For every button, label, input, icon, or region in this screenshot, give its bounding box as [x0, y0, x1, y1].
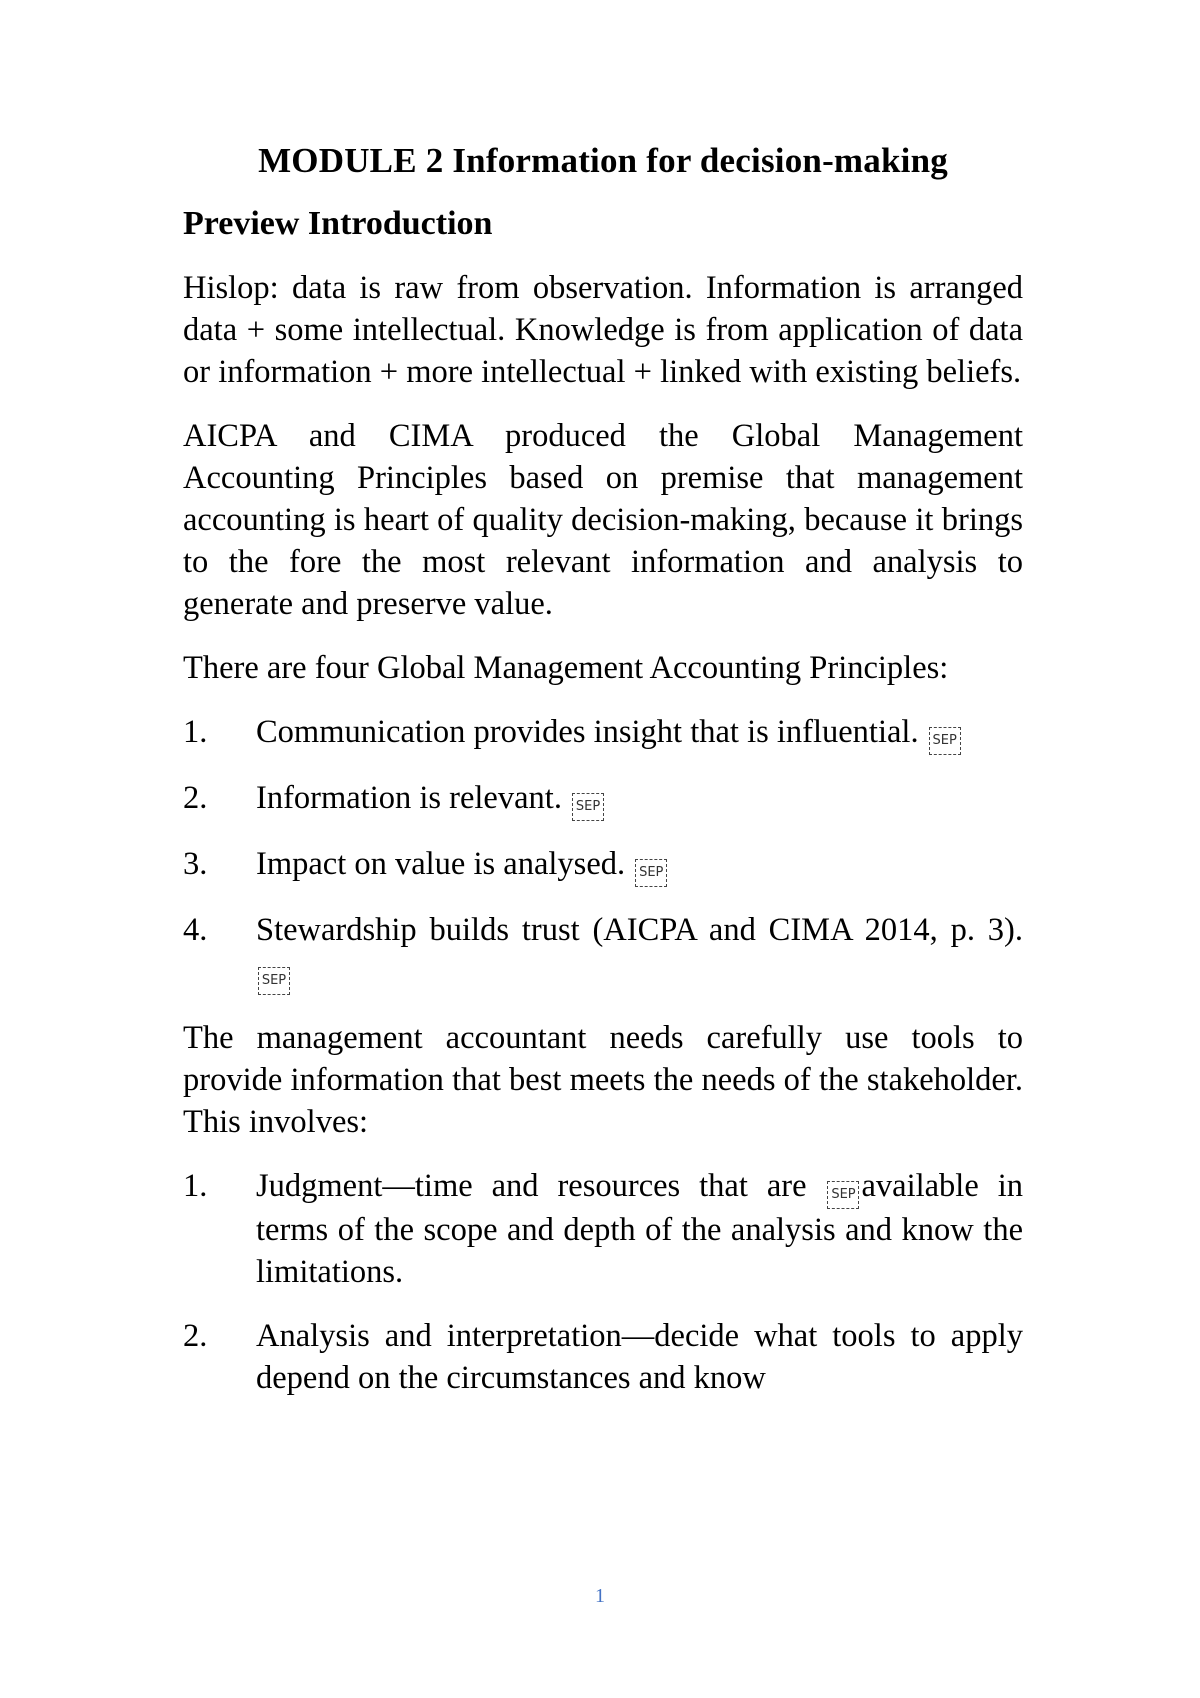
sep-glyph-icon: SEP	[572, 793, 604, 821]
list-item-number: 2.	[183, 779, 208, 816]
list-item	[183, 777, 1023, 821]
involves-list	[183, 1165, 1023, 1399]
list-item-number: 3.	[183, 845, 208, 882]
list-item-text-before: Judgment—time and resources that are	[256, 1167, 826, 1204]
list-item-number: 1.	[183, 713, 208, 750]
list-item-label: Impact on value is analysed.	[256, 845, 626, 882]
list-item	[183, 1165, 1023, 1293]
list-item-label: Information is relevant.	[256, 779, 562, 816]
list-item	[183, 843, 1023, 887]
list-item-text-after: available in terms of the scope and depth of the analysis and know the limitations.	[256, 1167, 1023, 1290]
list-item	[183, 1315, 1023, 1399]
list-item-number: 1.	[183, 1167, 208, 1204]
list-item-text	[256, 711, 1023, 755]
list-item-label: Stewardship builds trust (AICPA and CIMA 2014, p. 3).	[256, 911, 1023, 948]
list-item-text	[256, 1165, 1023, 1293]
sep-glyph-icon: SEP	[827, 1181, 859, 1209]
paragraph-four-principles: There are four Global Management Accounting Principles:	[183, 649, 949, 686]
list-item	[183, 711, 1023, 755]
list-item-text	[256, 909, 1023, 995]
list-item-text	[256, 843, 1023, 887]
list-item-text	[256, 777, 1023, 821]
sep-glyph-icon: SEP	[258, 967, 290, 995]
list-item-label: Analysis and interpretation—decide what tools to apply depend on the circumstances and know	[256, 1317, 1023, 1396]
sep-glyph-icon: SEP	[635, 859, 667, 887]
paragraph-hislop: Hislop: data is raw from observation. Information is arranged data + some intellectual. Knowledge is from application of data or information + more intellectual + linked with existing beliefs.	[183, 269, 1023, 390]
paragraph-aicpa-cima: AICPA and CIMA produced the Global Management Accounting Principles based on premise that management accounting is heart of quality decision-making, because it brings to the fore the most relevant information and analysis to generate and preserve value.	[183, 417, 1023, 622]
list-item-label: Communication provides insight that is influential.	[256, 713, 919, 750]
section-heading: Preview Introduction	[183, 205, 493, 242]
document-page	[183, 140, 1023, 1421]
list-item	[183, 909, 1023, 995]
page-number: 1	[595, 1585, 605, 1607]
page-title: MODULE 2 Information for decision-making	[258, 141, 948, 180]
list-item-number: 2.	[183, 1317, 208, 1354]
principles-list	[183, 711, 1023, 995]
sep-glyph-icon: SEP	[929, 727, 961, 755]
paragraph-management-accountant: The management accountant needs carefully use tools to provide information that best meets the needs of the stakeholder. This involves:	[183, 1019, 1023, 1140]
list-item-number: 4.	[183, 911, 208, 948]
